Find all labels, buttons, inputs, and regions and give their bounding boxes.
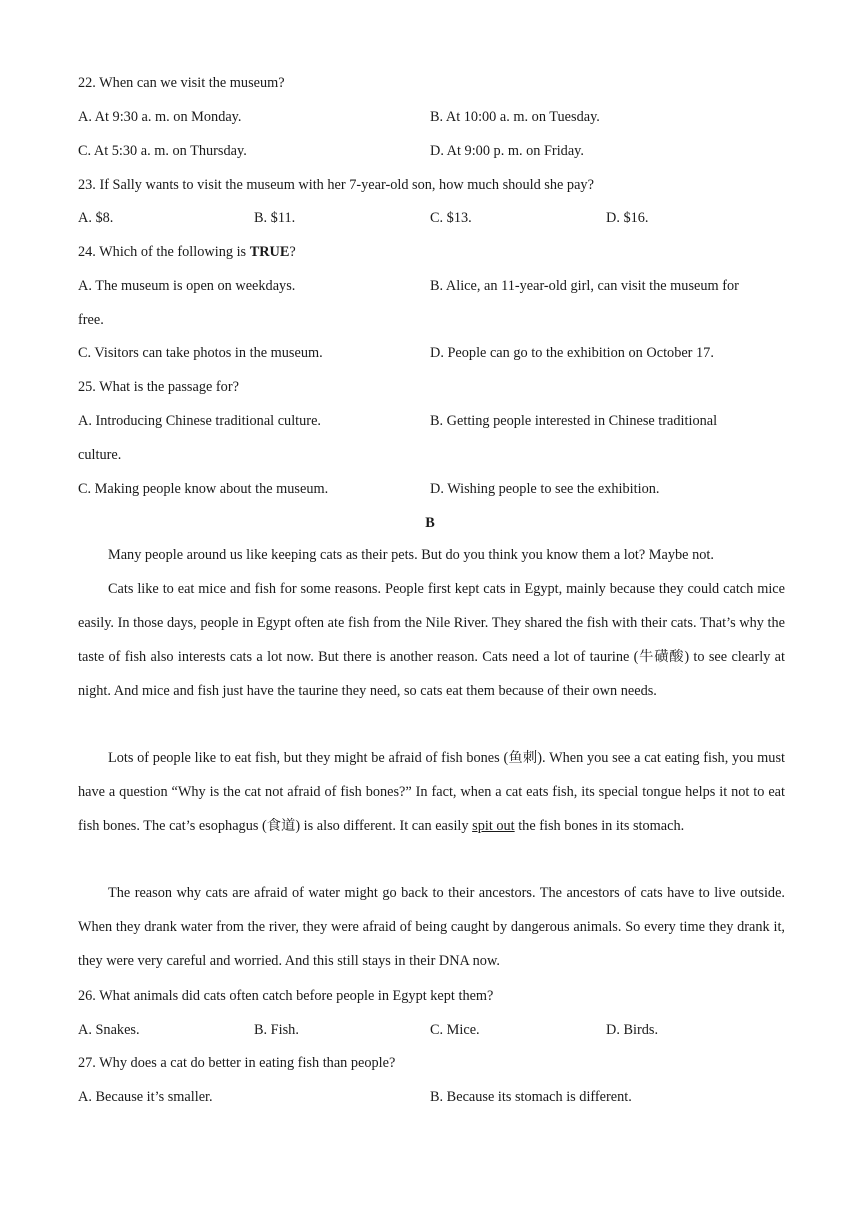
q22-stem: 22. When can we visit the museum? [78, 75, 285, 91]
q24-stem-bold: TRUE [249, 244, 290, 260]
q26-stem: 26. What animals did cats often catch before people in Egypt kept them? [78, 988, 494, 1004]
p3-text-b: the fish bones in its stomach. [514, 817, 685, 834]
passage-paragraph-2: Cats like to eat mice and fish for some reasons. People first kept cats in Egypt, mainly because they could catch mice easily. In those days, people in Egypt often ate fish from the Nile River. They shared the fish with their cats. That’s why the taste of fish also interests cats a lot now. But there is another reason. Cats need a lot of taurine (牛磺酸) to see clearly at night. And mice and fish just have the taurine they need, so cats eat them because of their own needs. [78, 581, 785, 699]
q25-option-c: C. Making people know about the museum. [78, 481, 329, 497]
q24-stem [78, 242, 296, 262]
q24-option-b-cont: free. [78, 312, 104, 328]
q24-option-d: D. People can go to the exhibition on October 17. [430, 345, 714, 361]
q26-option-d: D. Birds. [606, 1022, 659, 1038]
q25-option-a: A. Introducing Chinese traditional culture. [78, 413, 321, 429]
q27-option-a: A. Because it’s smaller. [78, 1089, 213, 1105]
q23-stem: 23. If Sally wants to visit the museum with her 7-year-old son, how much should she pay? [78, 177, 594, 193]
q26-option-b: B. Fish. [254, 1022, 299, 1038]
q22-option-c: C. At 5:30 a. m. on Thursday. [78, 143, 247, 159]
q23-option-b: B. $11. [254, 210, 296, 226]
q23-option-d: D. $16. [606, 210, 649, 226]
q25-option-b-cont: culture. [78, 447, 122, 463]
q24-option-b: B. Alice, an 11-year-old girl, can visit the museum for [430, 278, 739, 294]
q25-option-b: B. Getting people interested in Chinese traditional [430, 413, 718, 429]
q24-stem-pre: 24. Which of the following is [78, 244, 250, 260]
q23-option-c: C. $13. [430, 210, 472, 226]
q26-option-c: C. Mice. [430, 1022, 480, 1038]
q22-option-b: B. At 10:00 a. m. on Tuesday. [430, 109, 600, 125]
q27-stem: 27. Why does a cat do better in eating fish than people? [78, 1055, 396, 1071]
q23-option-a: A. $8. [78, 210, 114, 226]
passage-paragraph-1: Many people around us like keeping cats as their pets. But do you think you know them a lot? Maybe not. [108, 547, 714, 563]
q22-option-a: A. At 9:30 a. m. on Monday. [78, 109, 242, 125]
q24-option-c: C. Visitors can take photos in the museum. [78, 345, 323, 361]
passage-paragraph-3 [78, 742, 785, 844]
q27-option-b: B. Because its stomach is different. [430, 1089, 632, 1105]
q22-option-d: D. At 9:00 p. m. on Friday. [430, 143, 584, 159]
q25-option-d: D. Wishing people to see the exhibition. [430, 481, 660, 497]
q24-stem-post: ? [289, 244, 296, 260]
q24-option-a: A. The museum is open on weekdays. [78, 278, 296, 294]
q26-option-a: A. Snakes. [78, 1022, 140, 1038]
section-heading: B [425, 515, 435, 531]
p3-text-a: Lots of people like to eat fish, but they might be afraid of fish bones (鱼刺). When you see a cat eating fish, you must have a question “Why is the cat not afraid of fish bones?” In fact, when a cat eats fish, its special tongue helps it not to eat fish bones. The cat’s esophagus (食道) is also different. It can easily [78, 750, 785, 834]
p3-underlined-phrase: spit out [472, 817, 515, 834]
passage-paragraph-4: The reason why cats are afraid of water might go back to their ancestors. The ancestors of cats have to live outside. When they drank water from the river, they were afraid of being caught by dangerous animals. So every time they drank it, they were very careful and worried. And this still stays in their DNA now. [78, 885, 785, 969]
q25-stem: 25. What is the passage for? [78, 379, 239, 395]
